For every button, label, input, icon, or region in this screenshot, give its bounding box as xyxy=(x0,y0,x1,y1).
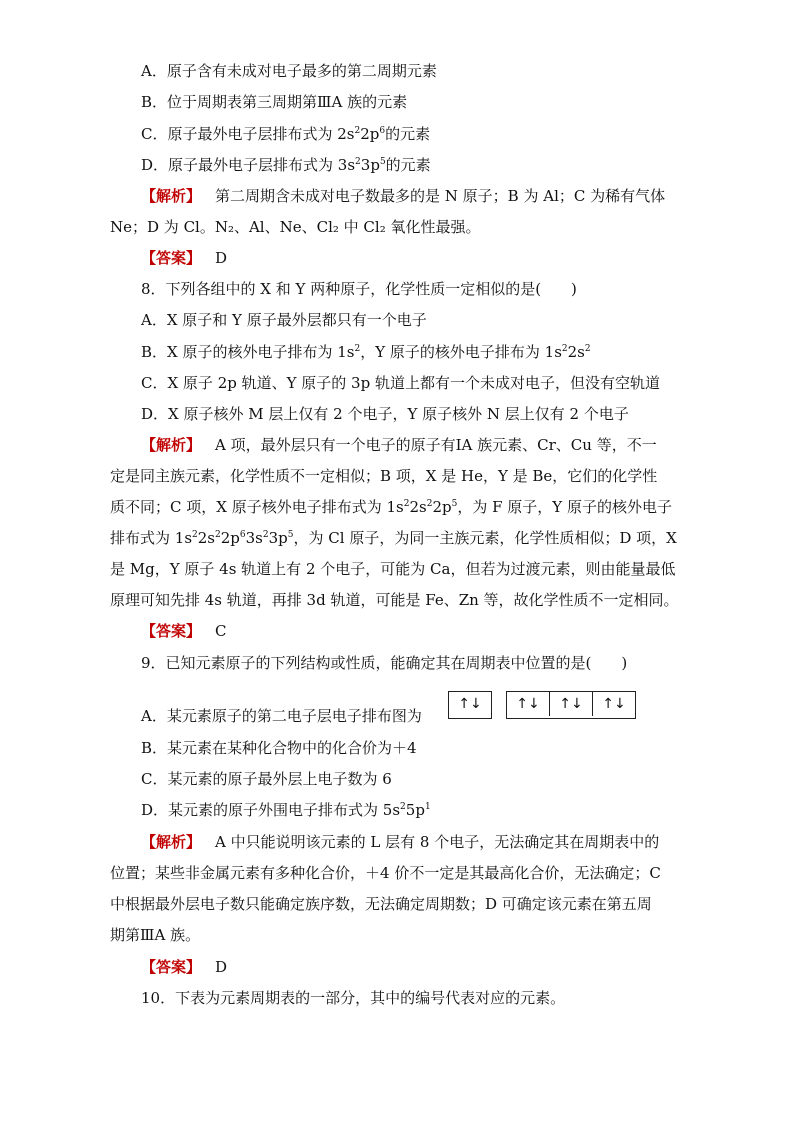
analysis-label: 【解析】 xyxy=(141,187,202,205)
q8-option-c: C．X 原子 2p 轨道、Y 原子的 3p 轨道上都有一个未成对电子，但没有空轨道 xyxy=(141,374,660,392)
q9-answer: 【答案】 D xyxy=(141,958,228,976)
q9-analysis-line3: 中根据最外层电子数只能确定族序数，无法确定周期数；D 可确定该元素在第五周 xyxy=(110,895,652,913)
q8-analysis: 【解析】 A 项，最外层只有一个电子的原子有ⅠA 族元素、Cr、Cu 等，不一 xyxy=(141,436,657,454)
q9-option-d: D．某元素的原子外围电子排布式为 $5s^25p^1$ xyxy=(141,801,431,819)
analysis-label: 【解析】 xyxy=(141,833,202,851)
answer-label: 【答案】 xyxy=(141,958,202,976)
q8-answer: 【答案】 C xyxy=(141,622,227,640)
q9-option-c: C．某元素的原子最外层上电子数为 6 xyxy=(141,770,392,788)
q8-analysis-line2: 定是同主族元素，化学性质不一定相似；B 项，X 是 He，Y 是 Be，它们的化学性 xyxy=(110,467,658,485)
q7-option-a: A．原子含有未成对电子最多的第二周期元素 xyxy=(141,62,437,80)
q8-analysis-line5: 是 Mg，Y 原子 4s 轨道上有 2 个电子，可能为 Ca，但若为过渡元素，则由能量最低 xyxy=(110,560,676,578)
answer-label: 【答案】 xyxy=(141,622,202,640)
q8-stem: 8．下列各组中的 X 和 Y 两种原子，化学性质一定相似的是( ) xyxy=(141,280,577,298)
q7-option-c: C．原子最外电子层排布式为 $2s^22p^6$的元素 xyxy=(141,125,431,143)
q10-stem: 10．下表为元素周期表的一部分，其中的编号代表对应的元素。 xyxy=(141,989,566,1007)
q7-analysis-cont: Ne；D 为 Cl。N₂、Al、Ne、Cl₂ 中 Cl₂ 氧化性最强。 xyxy=(110,218,481,236)
orbital-diagram-2p xyxy=(506,691,636,719)
q7-answer: 【答案】 D xyxy=(141,249,228,267)
q8-option-d: D．X 原子核外 M 层上仅有 2 个电子，Y 原子核外 N 层上仅有 2 个电子 xyxy=(141,405,629,423)
q9-analysis-line4: 期第ⅢA 族。 xyxy=(110,926,201,944)
q7-option-b: B．位于周期表第三周期第ⅢA 族的元素 xyxy=(141,93,408,111)
orbital-box: ↑↓ xyxy=(458,696,482,712)
q9-option-a: A．某元素原子的第二电子层电子排布图为 xyxy=(141,707,422,725)
answer-label: 【答案】 xyxy=(141,249,202,267)
q9-option-b: B．某元素在某种化合物中的化合价为＋4 xyxy=(141,739,417,757)
analysis-label: 【解析】 xyxy=(141,436,202,454)
q8-option-a: A．X 原子和 Y 原子最外层都只有一个电子 xyxy=(141,311,427,329)
orbital-diagram-2s xyxy=(448,691,492,719)
orbital-box: ↑↓ xyxy=(602,696,626,712)
orbital-box: ↑↓ xyxy=(507,692,550,716)
q8-option-b: B．X 原子的核外电子排布为 $1s^2$，Y 原子的核外电子排布为 $1s^22s^2$ xyxy=(141,343,591,361)
orbital-box: ↑↓ xyxy=(550,692,593,716)
q8-analysis-line3: 质不同；C 项，X 原子核外电子排布式为 $1s^22s^22p^5$，为 F 原子，Y 原子的核外电子 xyxy=(110,498,672,516)
q9-analysis: 【解析】 A 中只能说明该元素的 L 层有 8 个电子，无法确定其在周期表中的 xyxy=(141,833,660,851)
q8-analysis-line4: 排布式为 $1s^22s^22p^63s^23p^5$，为 Cl 原子，为同一主族元素，化学性质相似；D 项，X xyxy=(110,529,677,547)
q7-analysis: 【解析】 第二周期含未成对电子数最多的是 N 原子；B 为 Al；C 为稀有气体 xyxy=(141,187,666,205)
q7-option-d: D．原子最外电子层排布式为 $3s^23p^5$的元素 xyxy=(141,156,431,174)
q9-analysis-line2: 位置；某些非金属元素有多种化合价，＋4 价不一定是其最高化合价，无法确定；C xyxy=(110,864,661,882)
q8-analysis-line6: 原理可知先排 4s 轨道，再排 3d 轨道，可能是 Fe、Zn 等，故化学性质不一定相同。 xyxy=(110,591,679,609)
q9-stem: 9．已知元素原子的下列结构或性质，能确定其在周期表中位置的是( ) xyxy=(141,654,628,672)
